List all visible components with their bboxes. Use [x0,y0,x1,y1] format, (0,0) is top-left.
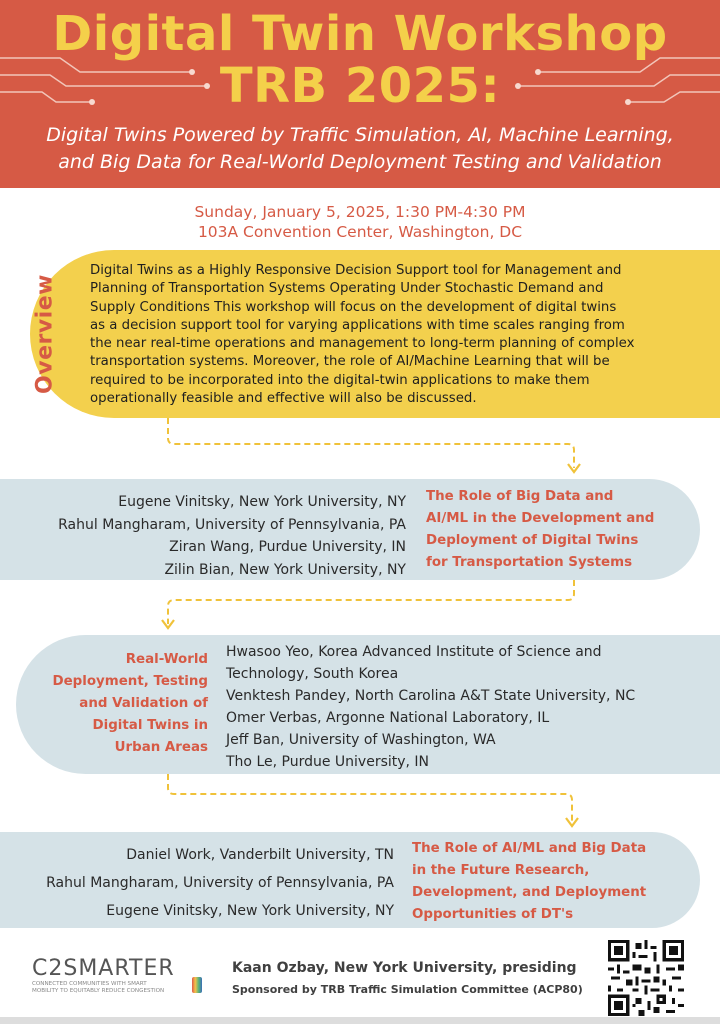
speaker: Omer Verbas, Argonne National Laboratory, IL [226,710,550,726]
topic-line: Urban Areas [114,740,208,755]
topic-line: Deployment of Digital Twins [426,533,639,548]
topic-line: Deployment, Testing [52,674,208,689]
speaker: Eugene Vinitsky, New York University, NY [118,494,406,510]
speaker: Rahul Mangharam, University of Pennsylvania, PA [58,516,406,533]
workshop-title: Digital Twin Workshop [52,6,668,62]
overview-line: Supply Conditions This workshop will focus on the development of digital twins [90,299,617,315]
subtitle-line: and Big Data for Real-World Deployment Testing and Validation [58,151,662,173]
topic-line: The Role of Big Data and [426,489,614,504]
topic-line: Real-World [125,652,208,667]
session-3-speakers [10,841,394,925]
sponsor-text: Sponsored by TRB Traffic Simulation Committee (ACP80) [232,983,583,996]
qr-code-icon[interactable] [608,940,684,1016]
speaker: Rahul Mangharam, University of Pennsylvania, PA [46,875,394,891]
overview-line: the near real-time operations and management to long-term planning of complex [90,336,635,352]
speaker: Hwasoo Yeo, Korea Advanced Institute of Science and [226,644,602,660]
event-location: 103A Convention Center, Washington, DC [197,223,523,241]
c2smarter-logo [32,957,208,997]
session-3-topic [412,838,704,926]
speaker: Ziran Wang, Purdue University, IN [169,539,406,555]
speaker: Tho Le, Purdue University, IN [226,754,430,770]
topic-line: Opportunities of DT's [412,907,574,922]
logo-rainbow-icon [192,977,202,993]
logo-tagline: CONNECTED COMMUNITIES WITH SMART [32,981,147,987]
overview-line: operationally feasible and effective will also be discussed. [90,391,477,407]
topic-line: Development, and Deployment [412,885,647,900]
overview-line: required to be incorporated into the digital-twin applications to make them [90,372,590,388]
overview-line: transportation systems. Moreover, the role of AI/Machine Learning that will be [90,354,610,370]
overview-label-text: Overview [32,274,58,394]
logo-wordmark: C2SMARTER [32,956,175,981]
session-1-speakers [10,491,406,581]
session-1-topic [426,486,696,574]
topic-line: AI/ML in the Development and [426,511,655,526]
topic-line: for Transportation Systems [426,555,633,570]
overview-line: Digital Twins as a Highly Responsive Decision Support tool for Management and [90,263,622,278]
speaker: Jeff Ban, University of Washington, WA [226,732,496,748]
speaker: Daniel Work, Vanderbilt University, TN [126,847,394,863]
logo-tagline: MOBILITY TO EQUITABLY REDUCE CONGESTION [32,988,165,994]
speaker: Technology, South Korea [226,666,399,682]
presiding-text: Kaan Ozbay, New York University, presiding [232,960,577,976]
topic-line: The Role of AI/ML and Big Data [412,841,647,856]
topic-line: in the Future Research, [412,863,590,878]
event-datetime: Sunday, January 5, 2025, 1:30 PM-4:30 PM [194,203,526,221]
footer-strip [0,1017,720,1024]
topic-line: and Validation of [79,696,208,711]
speaker: Eugene Vinitsky, New York University, NY [106,903,394,919]
speaker: Venktesh Pandey, North Carolina A&T State University, NC [226,688,636,704]
subtitle-line: Digital Twins Powered by Traffic Simulation, AI, Machine Learning, [46,124,674,146]
overview-line: Planning of Transportation Systems Operating Under Stochastic Demand and [90,281,604,297]
session-2-speakers [226,641,706,773]
session-2-topic [20,649,208,759]
topic-line: Digital Twins in [92,718,208,733]
workshop-title-line2: TRB 2025: [219,58,501,114]
overview-line: as a decision support tool for varying applications with time scales ranging from [90,317,625,333]
speaker: Zilin Bian, New York University, NY [164,561,406,578]
